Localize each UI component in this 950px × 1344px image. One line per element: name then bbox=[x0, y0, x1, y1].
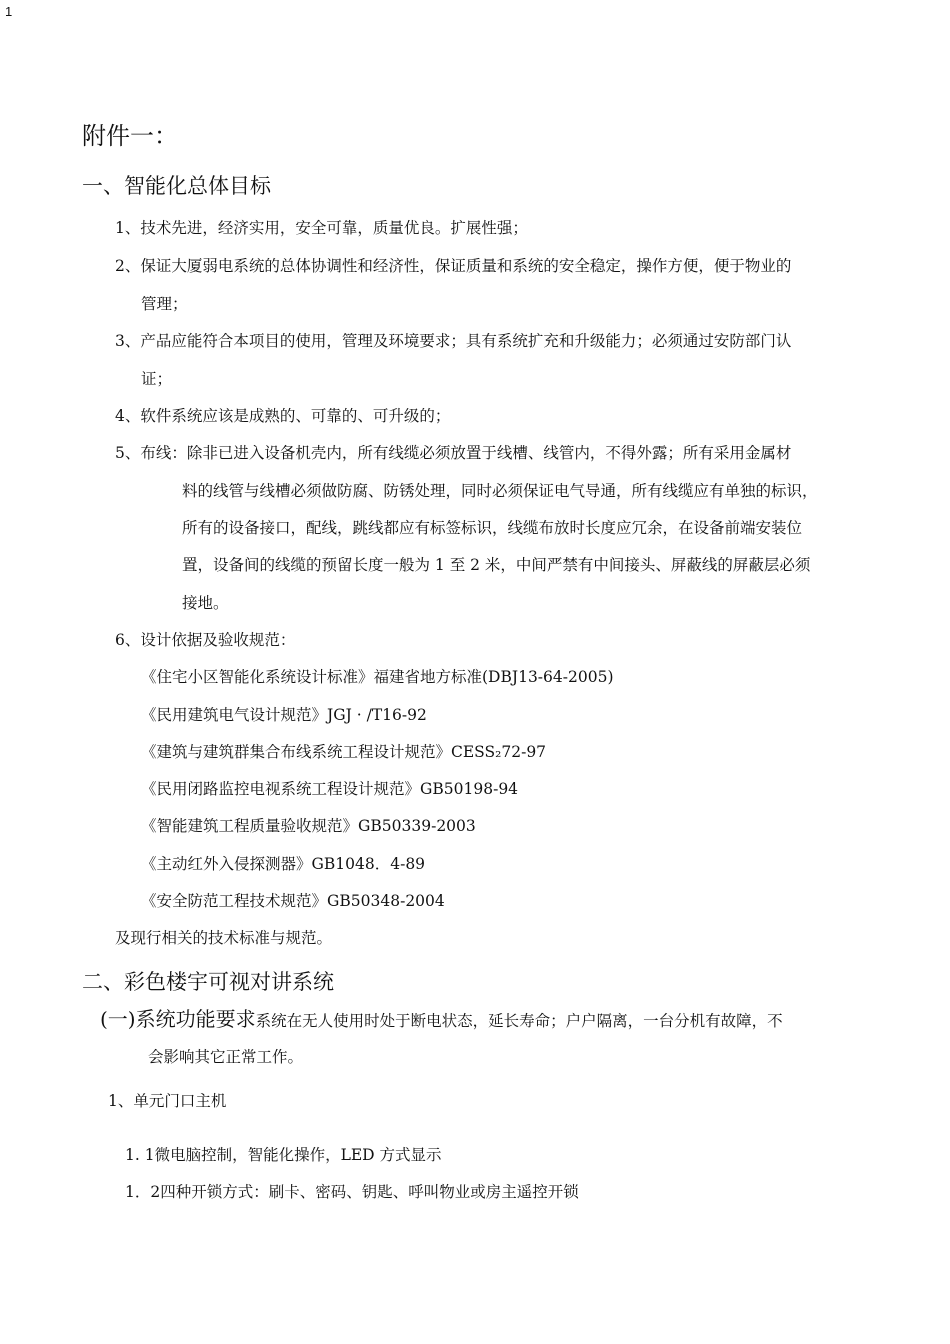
section2-heading: 二、彩色楼宇可视对讲系统 bbox=[82, 970, 334, 994]
standard-item: 《智能建筑工程质量验收规范》GB50339-2003 bbox=[141, 817, 476, 835]
goal-item-1: 1、技术先进，经济实用，安全可靠，质量优良。扩展性强； bbox=[115, 219, 528, 237]
page-number: 1 bbox=[5, 4, 13, 19]
goal-item-2: 2、保证大厦弱电系统的总体协调性和经济性，保证质量和系统的安全稳定，操作方便，便于物业的 bbox=[115, 257, 792, 275]
goal-item-5-line-5: 接地。 bbox=[182, 594, 229, 612]
function-requirements-text: 系统在无人使用时处于断电状态，延长寿命；户户隔离，一台分机有故障，不 bbox=[255, 1012, 783, 1030]
standard-item: 《建筑与建筑群集合布线系统工程设计规范》CESS₂72-97 bbox=[141, 743, 547, 761]
goal-item-5-line-3: 所有的设备接口，配线，跳线都应有标签标识，线缆布放时长度应冗余，在设备前端安装位 bbox=[182, 519, 803, 537]
unit-door-host-heading: 1、单元门口主机 bbox=[108, 1092, 227, 1110]
function-requirements-text-cont: 会影响其它正常工作。 bbox=[148, 1048, 304, 1066]
standard-item: 《民用闭路监控电视系统工程设计规范》GB50198-94 bbox=[141, 780, 519, 798]
goal-item-5: 5、布线：除非已进入设备机壳内，所有线缆必须放置于线槽、线管内，不得外露；所有采用金属材 bbox=[115, 444, 792, 462]
door-host-item-1-2: 1．2四种开锁方式：刷卡、密码、钥匙、呼叫物业或房主遥控开锁 bbox=[125, 1183, 579, 1201]
goal-item-5-line-4: 置，设备间的线缆的预留长度一般为 1 至 2 米，中间严禁有中间接头、屏蔽线的屏蔽层必须 bbox=[182, 556, 811, 574]
door-host-item-1-1: 1. 1微电脑控制，智能化操作，LED 方式显示 bbox=[125, 1146, 442, 1164]
standards-closing: 及现行相关的技术标准与规范。 bbox=[115, 929, 333, 947]
function-requirements-paragraph bbox=[100, 1003, 783, 1032]
goal-item-3-cont: 证； bbox=[141, 370, 173, 388]
standard-item: 《安全防范工程技术规范》GB50348-2004 bbox=[141, 892, 445, 910]
standard-item: 《民用建筑电气设计规范》JGJ · /T16-92 bbox=[141, 706, 427, 724]
section1-heading: 一、智能化总体目标 bbox=[82, 174, 271, 198]
goal-item-4: 4、软件系统应该是成熟的、可靠的、可升级的； bbox=[115, 407, 451, 425]
goal-item-5-line-2: 料的线管与线槽必须做防腐、防锈处理，同时必须保证电气导通，所有线缆应有单独的标识， bbox=[182, 482, 818, 500]
standard-item: 《住宅小区智能化系统设计标准》福建省地方标准(DBJ13-64-2005) bbox=[141, 668, 614, 686]
annex-title: 附件一： bbox=[82, 122, 178, 150]
goal-item-2-cont: 管理； bbox=[141, 295, 188, 313]
standard-item: 《主动红外入侵探测器》GB1048．4-89 bbox=[141, 855, 426, 873]
goal-item-6: 6、设计依据及验收规范： bbox=[115, 631, 296, 649]
goal-item-3: 3、产品应能符合本项目的使用，管理及环境要求；具有系统扩充和升级能力；必须通过安防部门认 bbox=[115, 332, 792, 350]
function-requirements-heading: (一)系统功能要求 bbox=[100, 1007, 256, 1031]
